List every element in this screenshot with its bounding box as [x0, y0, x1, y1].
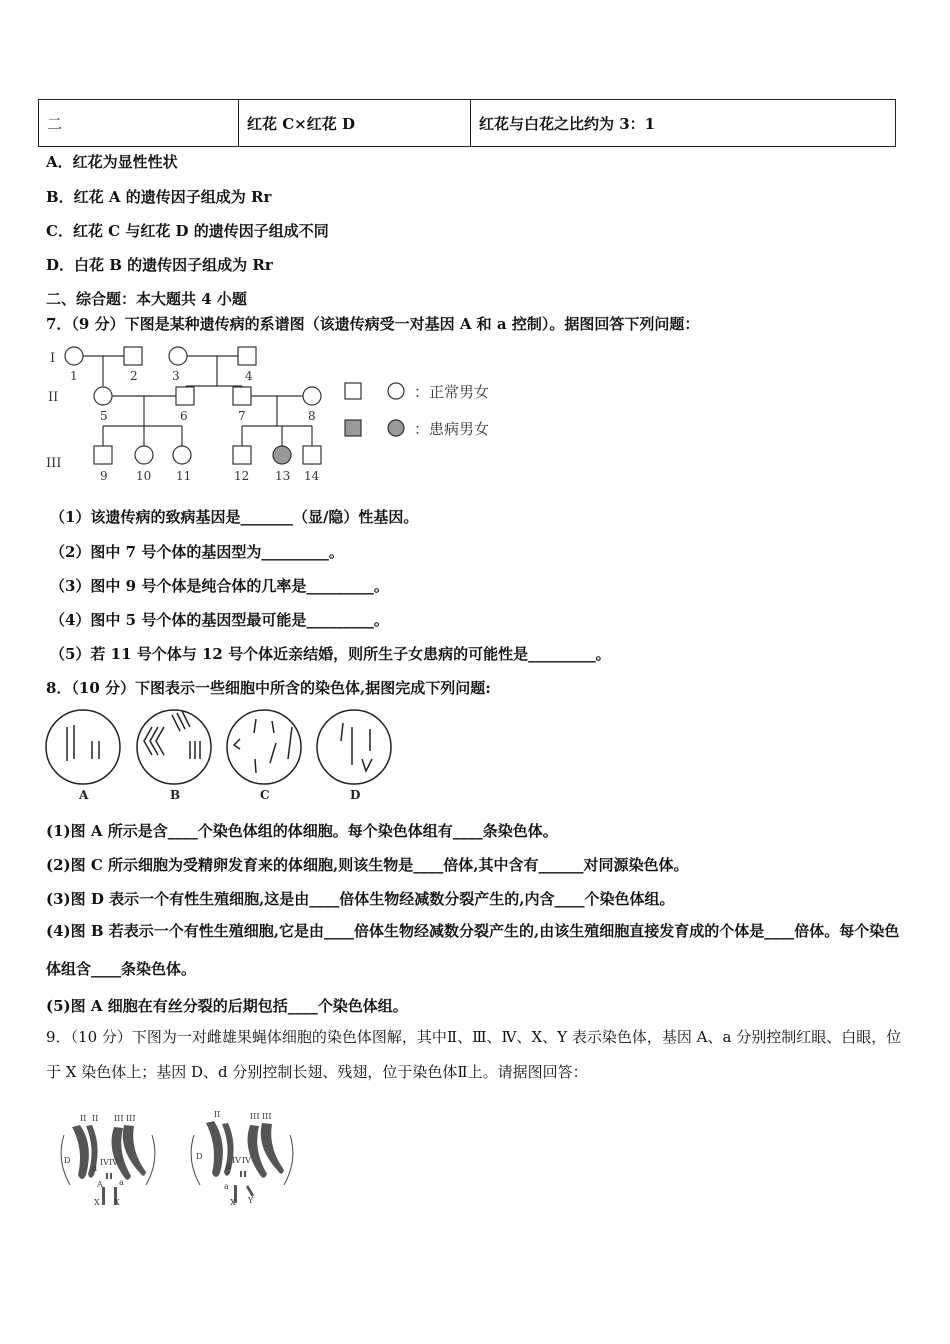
male-sex-y: Y [248, 1196, 254, 1205]
section-heading: 二、综合题：本大题共 4 小题 [46, 290, 247, 308]
ind-9: 9 [100, 469, 108, 483]
ind-6: 6 [180, 409, 188, 423]
option-c: C．红花 C 与红花 D 的遗传因子组成不同 [46, 222, 329, 240]
female-gene-d-upper: D [64, 1156, 71, 1165]
q9-stem: 9．（10 分）下图为一对雌雄果蝇体细胞的染色体图解，其中Ⅱ、Ⅲ、Ⅳ、X、Y 表示染色体，基因 A、a 分别控制红眼、白眼，位于 X 染色体上；基因 D、d 分别控制长翅、残翅，位于染色体Ⅱ上。请据图回答： [46, 1028, 902, 1081]
gen-label-2: II [48, 390, 59, 405]
ind-11: 11 [176, 469, 192, 483]
q7-stem: 7．（9 分）下图是某种遗传病的系谱图（该遗传病受一对基因 A 和 a 控制）。据图回答下列问题： [46, 315, 700, 333]
table-row [38, 99, 896, 147]
female-label-iv-1: IV [100, 1158, 109, 1167]
q7-sub1: （1）该遗传病的致病基因是_______（显/隐）性基因。 [50, 508, 419, 526]
option-d: D．白花 B 的遗传因子组成为 Rr [46, 256, 273, 274]
option-b: B．红花 A 的遗传因子组成为 Rr [46, 188, 272, 206]
ind-10: 10 [136, 469, 152, 483]
table-cell-trial: 二 [39, 100, 239, 146]
table-cell-cross: 红花 C×红花 D [239, 100, 471, 146]
legend-affected: ：患病男女 [414, 420, 490, 438]
female-gene-d-lower: d [92, 1164, 98, 1173]
q8-sub4: (4)图 B 若表示一个有性生殖细胞,它是由____倍体生物经减数分裂产生的,由该生殖细胞直接发育成的个体是____倍体。每个染色体组含____条染色体。 [46, 922, 900, 978]
male-gene-a: a [224, 1182, 229, 1191]
male-label-iii-2: III [262, 1112, 272, 1121]
female-gene-a-upper: A [97, 1180, 103, 1189]
gen-label-1: I [50, 351, 56, 366]
female-gene-a-lower: a [119, 1178, 124, 1187]
male-label-iii-1: III [250, 1112, 260, 1121]
female-sex-x-2: X [114, 1198, 120, 1207]
option-a: A．红花为显性性状 [46, 153, 178, 171]
table-cell-result: 红花与白花之比约为 3：1 [479, 114, 656, 133]
male-sex-x: X [230, 1198, 236, 1207]
q7-sub5: （5）若 11 号个体与 12 号个体近亲结婚，则所生子女患病的可能性是_________。 [50, 645, 611, 663]
q7-sub4: （4）图中 5 号个体的基因型最可能是_________。 [50, 611, 389, 629]
ind-4: 4 [245, 369, 253, 383]
cell-label-c: C [260, 788, 270, 802]
male-label-iv-1: IV [232, 1156, 241, 1165]
female-label-ii-2: II [92, 1114, 99, 1123]
q8-sub3: (3)图 D 表示一个有性生殖细胞,这是由____倍体生物经减数分裂产生的,内含____个染色体组。 [46, 890, 675, 908]
ind-12: 12 [234, 469, 250, 483]
male-label-iv-2: IV [242, 1156, 251, 1165]
ind-14: 14 [304, 469, 320, 483]
ind-5: 5 [100, 409, 108, 423]
ind-13: 13 [275, 469, 291, 483]
female-sex-x-1: X [94, 1198, 100, 1207]
ind-8: 8 [308, 409, 316, 423]
cell-label-d: D [350, 788, 361, 802]
gen-label-3: III [46, 456, 62, 471]
male-gene-d-lower: d [226, 1162, 232, 1171]
q7-sub3: （3）图中 9 号个体是纯合体的几率是_________。 [50, 577, 389, 595]
q8-sub1: (1)图 A 所示是含____个染色体组的体细胞。每个染色体组有____条染色体。 [46, 822, 558, 840]
q7-sub2: （2）图中 7 号个体的基因型为_________。 [50, 543, 344, 561]
cell-label-b: B [170, 788, 181, 802]
female-label-iii-1: III [114, 1114, 124, 1123]
male-label-ii: II [214, 1110, 221, 1119]
male-gene-d-upper: D [196, 1152, 203, 1161]
ind-7: 7 [238, 409, 246, 423]
legend-normal: ：正常男女 [414, 383, 490, 401]
female-label-iv-2: IV [109, 1158, 118, 1167]
ind-3: 3 [172, 369, 180, 383]
female-label-ii-1: II [80, 1114, 87, 1123]
q8-sub2: (2)图 C 所示细胞为受精卵发育来的体细胞,则该生物是____倍体,其中含有______对同源染色体。 [46, 856, 689, 874]
fruitfly-chromosome-figure [52, 1105, 312, 1215]
ind-2: 2 [130, 369, 138, 383]
pedigree-chart [40, 340, 520, 490]
ind-1: 1 [70, 369, 78, 383]
q8-stem: 8．（10 分）下图表示一些细胞中所含的染色体,据图完成下列问题: [46, 679, 491, 697]
cell-figure [40, 703, 400, 803]
female-label-iii-2: III [126, 1114, 136, 1123]
q8-sub5: (5)图 A 细胞在有丝分裂的后期包括____个染色体组。 [46, 997, 408, 1015]
cell-label-a: A [79, 788, 89, 802]
